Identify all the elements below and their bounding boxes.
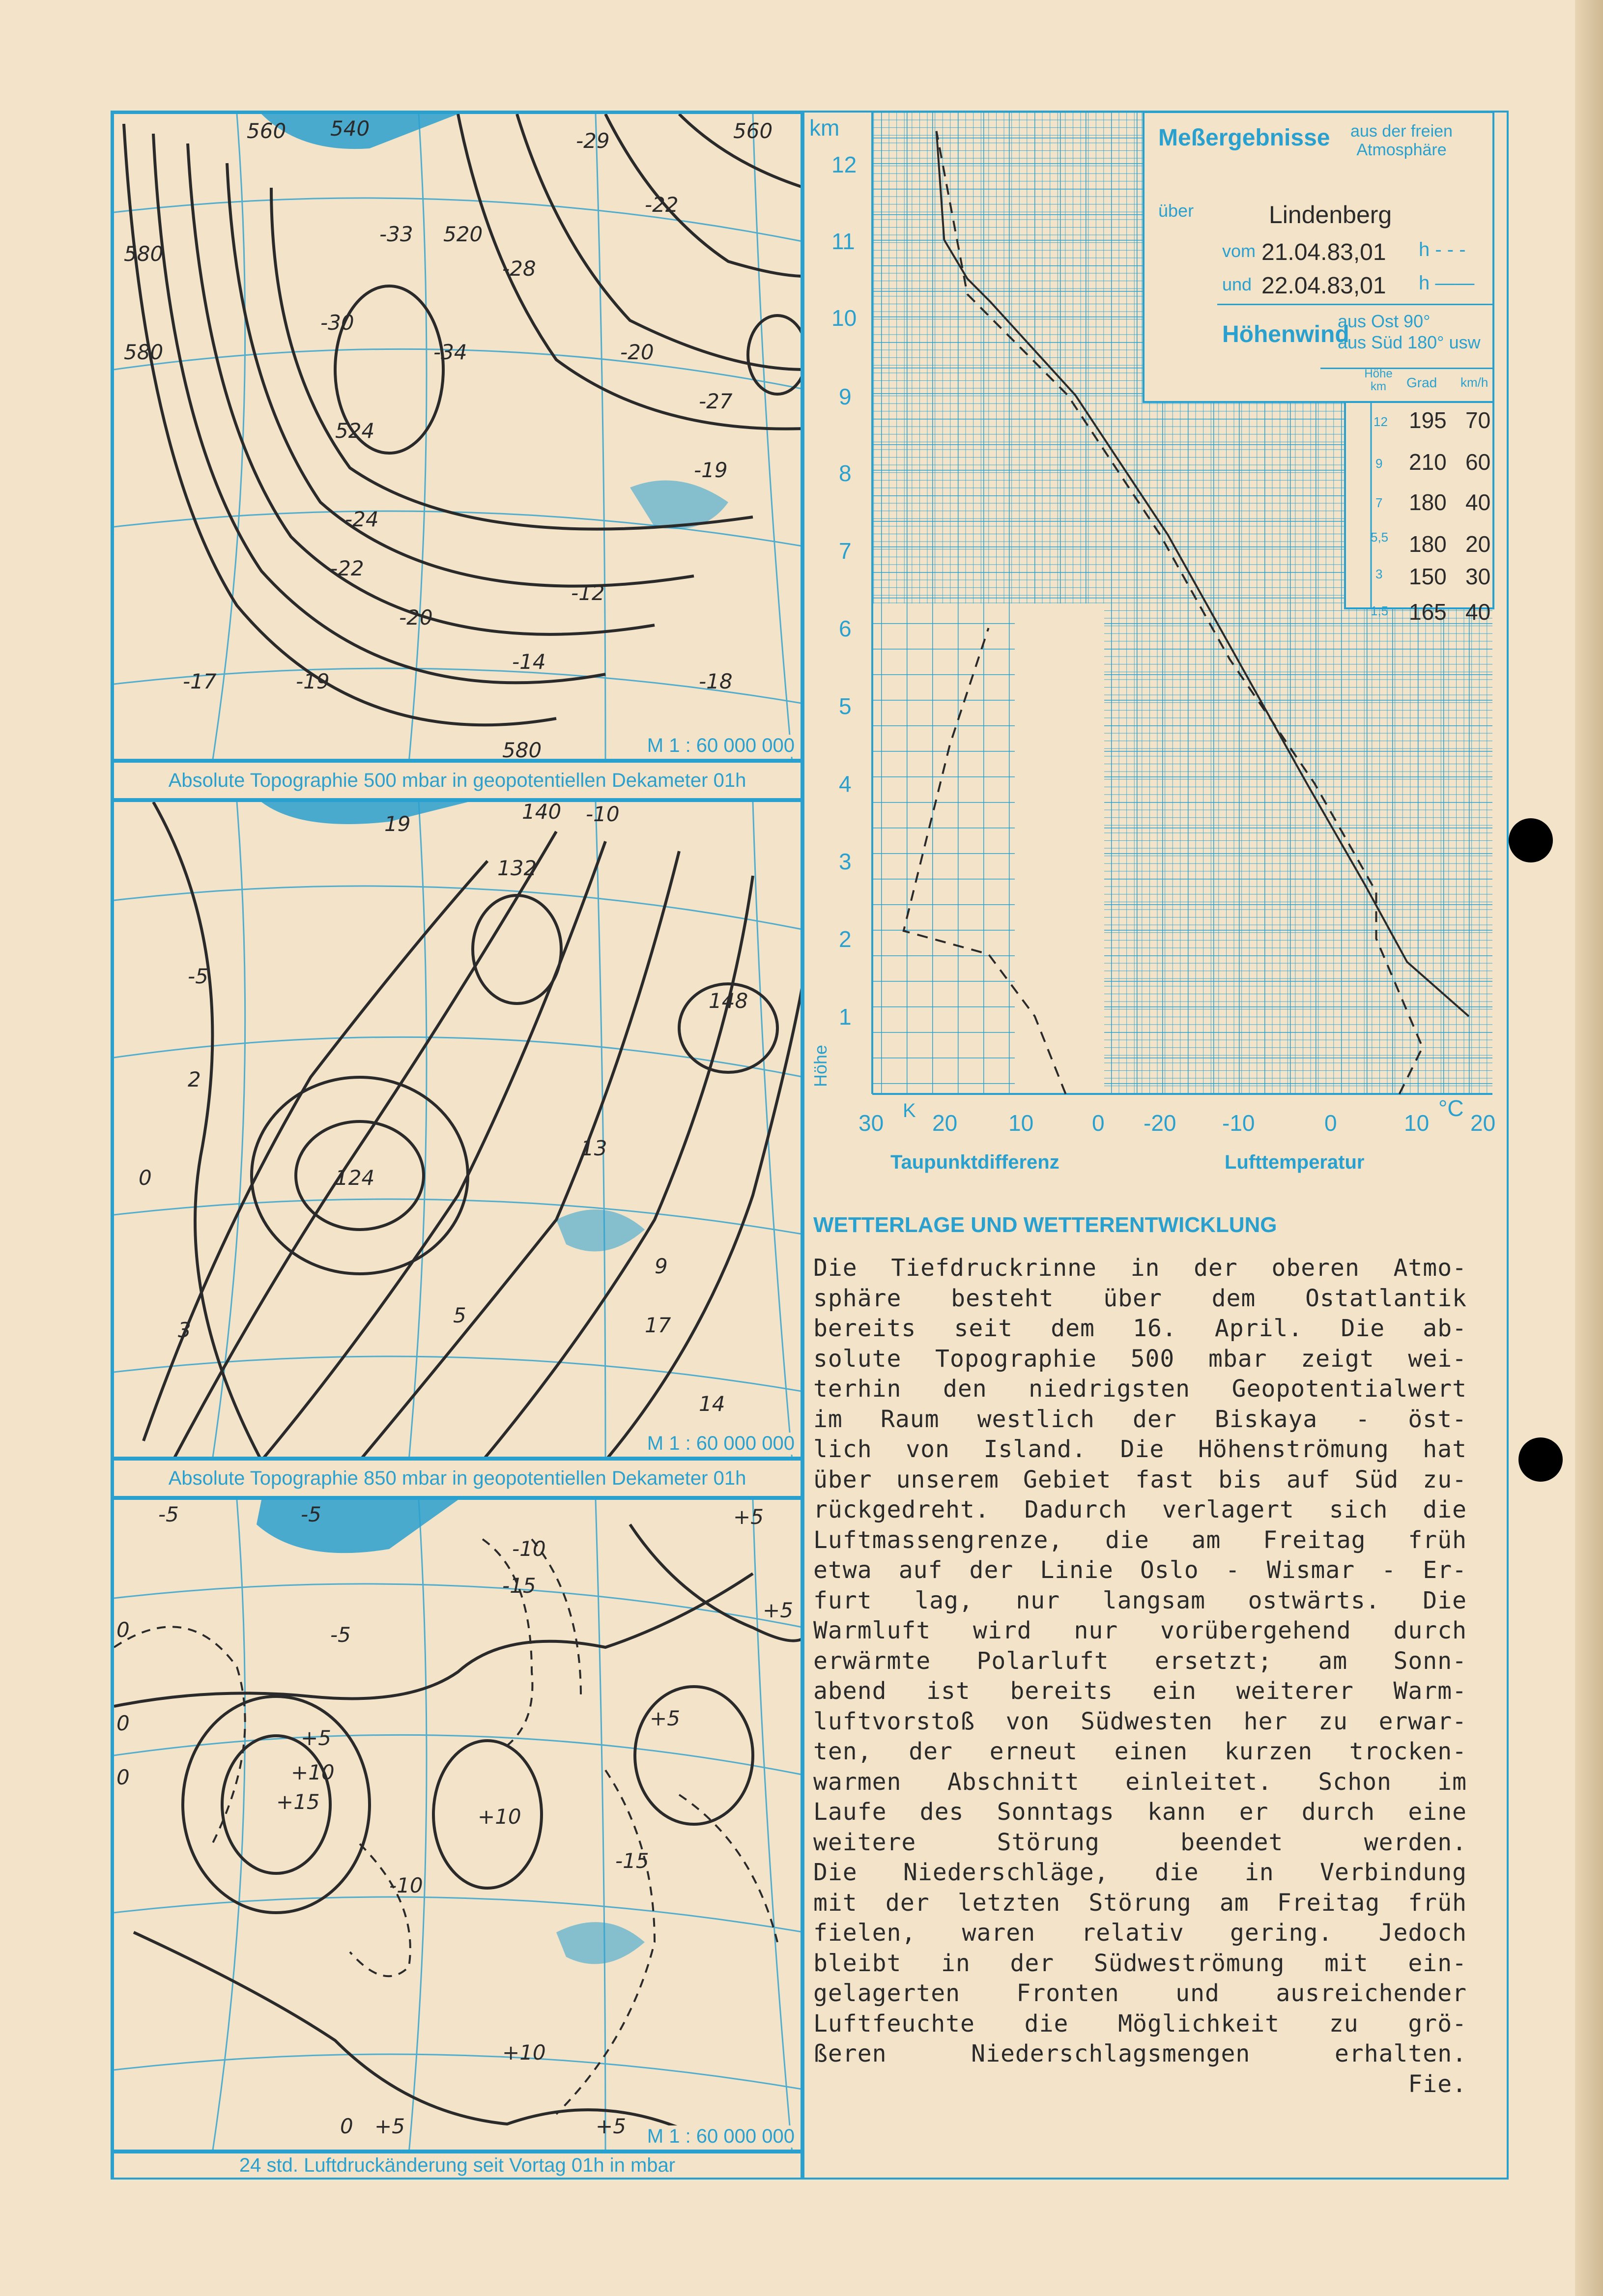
ascent-separator xyxy=(1320,368,1492,369)
map3-label: 0 xyxy=(340,2114,353,2138)
map2-caption: Absolute Topographie 850 mbar in geopotentiellen Dekameter 01h xyxy=(112,1459,802,1498)
map1-label: -18 xyxy=(699,669,733,693)
map1-label: 580 xyxy=(124,242,164,266)
wind-row-deg: 180 xyxy=(1409,489,1447,515)
wind-row-speed: 70 xyxy=(1465,407,1491,433)
map2-label: 13 xyxy=(581,1136,607,1160)
article-line: Die Niederschläge, die in Verbindung xyxy=(813,1859,1467,1886)
map3-caption: 24 std. Luftdruckänderung seit Vortag 01h in mbar xyxy=(112,2152,802,2180)
map1-label: -22 xyxy=(330,556,364,580)
map2-label: 148 xyxy=(709,989,748,1013)
wind-row-deg: 165 xyxy=(1409,599,1447,625)
map3-label: +5 xyxy=(596,2114,626,2138)
map1-label: 524 xyxy=(335,419,375,443)
map1-label: 560 xyxy=(733,119,773,143)
y-tick: 1 xyxy=(839,1004,852,1030)
map3-label: -5 xyxy=(158,1502,179,1526)
map2-label: 140 xyxy=(522,800,562,824)
dew-axis-label: Taupunktdifferenz xyxy=(890,1151,1059,1173)
ascent-chart xyxy=(804,112,1507,1174)
wind-row-height: 3 xyxy=(1375,567,1383,581)
wind-row-speed: 30 xyxy=(1465,564,1491,589)
dew-tick: 20 xyxy=(932,1110,958,1136)
map1-label: -27 xyxy=(699,389,733,413)
article-line: rückgedreht. Dadurch verlagert sich die xyxy=(813,1496,1467,1523)
article-line: Warmluft wird nur vorübergehend durch xyxy=(813,1617,1467,1644)
page-edge-shadow xyxy=(1575,0,1603,2296)
article-line: im Raum westlich der Biskaya - öst- xyxy=(813,1405,1467,1433)
map2-label: 0 xyxy=(139,1166,152,1190)
ascent-date1: 21.04.83,01 xyxy=(1261,239,1386,265)
map2-label: 124 xyxy=(335,1166,375,1190)
map3-label: -5 xyxy=(330,1623,351,1647)
article-line: mit der letzten Störung am Freitag früh xyxy=(813,1889,1467,1917)
y-tick: 8 xyxy=(839,460,852,486)
ascent-h1: h - - - xyxy=(1419,239,1466,260)
y-tick: 3 xyxy=(839,849,852,874)
ascent-und-label: und xyxy=(1222,274,1252,294)
map3-label: +10 xyxy=(291,1760,335,1784)
map-pressure-change xyxy=(112,1498,802,2152)
wind-col-speed: km/h xyxy=(1460,375,1488,390)
map1-label: 580 xyxy=(502,738,542,761)
wind-row-deg: 195 xyxy=(1409,407,1447,433)
article-body xyxy=(813,1253,1467,2099)
map1-label: -20 xyxy=(399,605,433,630)
dew-tick: 30 xyxy=(859,1110,884,1136)
map1-label: -19 xyxy=(296,669,330,693)
map1-label: -33 xyxy=(379,222,413,246)
map1-label: -17 xyxy=(183,669,217,693)
article-line: Laufe des Sonntags kann er durch eine xyxy=(813,1798,1467,1826)
map-500mbar-drawing xyxy=(114,114,802,761)
article-line: erwärmte Polarluft ersetzt; am Sonn- xyxy=(813,1647,1467,1675)
article-line: sphäre besteht über dem Ostatlantik xyxy=(813,1284,1467,1312)
y-tick: 6 xyxy=(839,616,852,641)
map3-label: +10 xyxy=(502,2040,546,2065)
ascent-title: Meßergebnisse xyxy=(1158,125,1330,151)
map3-label: -5 xyxy=(301,1502,321,1526)
article-line: etwa auf der Linie Oslo - Wismar - Er- xyxy=(813,1556,1467,1584)
wind-row-height: 9 xyxy=(1375,456,1383,471)
article-line: weitere Störung beendet werden. xyxy=(813,1828,1467,1856)
y-axis-label: Höhe xyxy=(810,1044,831,1088)
article-line: ten, der erneut einen kurzen trocken- xyxy=(813,1738,1467,1765)
map1-label: -28 xyxy=(502,257,536,281)
map1-label: -34 xyxy=(433,340,467,364)
map3-scale: M 1 : 60 000 000 xyxy=(643,2125,799,2148)
wind-row-height: 7 xyxy=(1375,495,1383,510)
map2-label: 2 xyxy=(188,1067,201,1091)
ascent-wind-note2: aus Süd 180° usw xyxy=(1338,332,1481,352)
y-tick: 2 xyxy=(839,926,852,952)
map1-label: -22 xyxy=(645,193,679,217)
map-pressure-change-drawing xyxy=(114,1500,802,2152)
map3-label: +5 xyxy=(650,1706,680,1730)
article-line: furt lag, nur langsam ostwärts. Die xyxy=(813,1586,1467,1614)
ascent-over-label: über xyxy=(1158,201,1194,221)
wind-row-speed: 40 xyxy=(1465,489,1491,515)
map1-label: 540 xyxy=(330,116,370,141)
article-line: warmen Abschnitt einleitet. Schon im xyxy=(813,1768,1467,1796)
map3-label: +5 xyxy=(374,2114,405,2138)
map1-scale: M 1 : 60 000 000 xyxy=(643,735,799,757)
temp-tick: 0 xyxy=(1324,1110,1337,1136)
wind-row-deg: 210 xyxy=(1409,449,1447,475)
y-tick: 10 xyxy=(831,305,857,331)
wind-col-deg: Grad xyxy=(1406,375,1437,390)
article-signature: Fie. xyxy=(1408,2070,1467,2098)
map2-label: 17 xyxy=(645,1313,671,1337)
map3-label: -10 xyxy=(389,1873,423,1897)
dew-unit: K xyxy=(903,1100,916,1121)
map1-label: -30 xyxy=(320,311,354,335)
wind-row-speed: 20 xyxy=(1465,531,1491,557)
wind-row-speed: 60 xyxy=(1465,449,1491,475)
article-line: solute Topographie 500 mbar zeigt wei- xyxy=(813,1345,1467,1373)
map3-label: +5 xyxy=(733,1505,764,1529)
ascent-wind-note1: aus Ost 90° xyxy=(1338,311,1431,331)
map3-label: 0 xyxy=(116,1711,130,1735)
y-axis-unit: km xyxy=(809,115,840,141)
article-line: abend ist bereits ein weiterer Warm- xyxy=(813,1677,1467,1705)
map2-label: -5 xyxy=(188,964,208,988)
map-500mbar xyxy=(112,112,802,761)
article-line: luftvorstoß von Südwesten her zu erwar- xyxy=(813,1707,1467,1735)
map3-label: +10 xyxy=(478,1805,521,1829)
ascent-vom-label: vom xyxy=(1222,241,1256,261)
temp-unit: °C xyxy=(1438,1095,1464,1121)
map3-label: -15 xyxy=(615,1849,649,1873)
article-line: Luftmassengrenze, die am Freitag früh xyxy=(813,1526,1467,1554)
temp-tick: 10 xyxy=(1404,1110,1430,1136)
map1-label: -20 xyxy=(620,340,654,364)
temp-axis-label: Lufttemperatur xyxy=(1225,1151,1365,1173)
ascent-station: Lindenberg xyxy=(1269,201,1392,229)
map-850mbar xyxy=(112,800,802,1459)
temp-tick: -10 xyxy=(1222,1110,1255,1136)
wind-row-height: 12 xyxy=(1374,414,1388,429)
dew-tick: 0 xyxy=(1092,1110,1105,1136)
article-line: lich von Island. Die Höhenströmung hat xyxy=(813,1435,1467,1463)
map1-label: -19 xyxy=(694,458,728,482)
ascent-diagram xyxy=(804,112,1507,1174)
map1-label: 520 xyxy=(443,222,483,246)
map1-caption: Absolute Topographie 500 mbar in geopotentiellen Dekameter 01h xyxy=(112,761,802,800)
wind-row-speed: 40 xyxy=(1465,599,1491,625)
article-line: gelagerten Fronten und ausreichender xyxy=(813,1980,1467,2007)
article-heading: WETTERLAGE UND WETTERENTWICKLUNG xyxy=(813,1213,1277,1237)
map3-label: +5 xyxy=(763,1598,793,1622)
map2-label: 3 xyxy=(178,1318,191,1342)
ascent-date2: 22.04.83,01 xyxy=(1261,273,1386,299)
y-tick: 4 xyxy=(839,771,852,797)
article-line: über unserem Gebiet fast bis auf Süd zu- xyxy=(813,1465,1467,1493)
map1-label: 580 xyxy=(124,340,164,364)
temp-tick: -20 xyxy=(1144,1110,1176,1136)
map3-label: +15 xyxy=(276,1790,320,1814)
ascent-subtitle: aus der freien Atmosphäre xyxy=(1350,122,1453,159)
map3-label: +5 xyxy=(301,1726,331,1750)
map3-label: -15 xyxy=(502,1574,536,1598)
y-tick: 11 xyxy=(831,229,855,254)
map2-label: 9 xyxy=(655,1254,668,1278)
map1-label: -12 xyxy=(571,581,605,605)
article-line: fielen, waren relativ gering. Jedoch xyxy=(813,1919,1467,1947)
map1-label: -14 xyxy=(512,650,546,674)
ascent-h2: h —— xyxy=(1419,272,1475,294)
map2-label: 132 xyxy=(497,856,537,880)
map2-label: 14 xyxy=(699,1392,725,1416)
ascent-separator xyxy=(1217,304,1492,305)
wind-row-deg: 150 xyxy=(1409,564,1447,589)
y-tick: 12 xyxy=(831,152,857,177)
wind-row-height: 1,5 xyxy=(1371,603,1389,618)
y-tick: 5 xyxy=(839,693,852,719)
map3-label: -10 xyxy=(512,1537,546,1561)
map1-label: 560 xyxy=(247,119,286,143)
map1-label: -29 xyxy=(576,129,610,153)
dew-tick: 10 xyxy=(1008,1110,1034,1136)
map3-label: 0 xyxy=(116,1618,130,1642)
article-line: Luftfeuchte die Möglichkeit zu grö- xyxy=(813,2009,1467,2038)
article-line: terhin den niedrigsten Geopotentialwert xyxy=(813,1375,1467,1403)
article-line: Die Tiefdruckrinne in der oberen Atmo- xyxy=(813,1254,1467,1282)
dew-grid xyxy=(872,603,1015,1094)
article-line: bereits seit dem 16. April. Die ab- xyxy=(813,1315,1467,1342)
wind-col-height: Höhe km xyxy=(1364,367,1393,393)
map2-scale: M 1 : 60 000 000 xyxy=(643,1433,799,1455)
punch-hole xyxy=(1509,818,1553,862)
ascent-wind-title: Höhenwind xyxy=(1222,321,1349,347)
temp-tick: 20 xyxy=(1470,1110,1496,1136)
map3-label: 0 xyxy=(116,1765,130,1789)
punch-hole xyxy=(1518,1437,1563,1482)
y-tick: 9 xyxy=(839,384,852,409)
map2-label: 19 xyxy=(384,812,411,836)
wind-row-deg: 180 xyxy=(1409,531,1447,557)
wind-row-height: 5,5 xyxy=(1371,530,1389,545)
y-tick: 7 xyxy=(839,538,852,564)
map-850mbar-drawing xyxy=(114,802,802,1459)
map2-label: -10 xyxy=(586,802,620,826)
article-line: ßeren Niederschlagsmengen erhalten. xyxy=(813,2040,1467,2067)
map1-label: -24 xyxy=(345,507,379,531)
article-line: bleibt in der Südweströmung mit ein- xyxy=(813,1949,1467,1977)
map2-label: 5 xyxy=(453,1303,466,1327)
